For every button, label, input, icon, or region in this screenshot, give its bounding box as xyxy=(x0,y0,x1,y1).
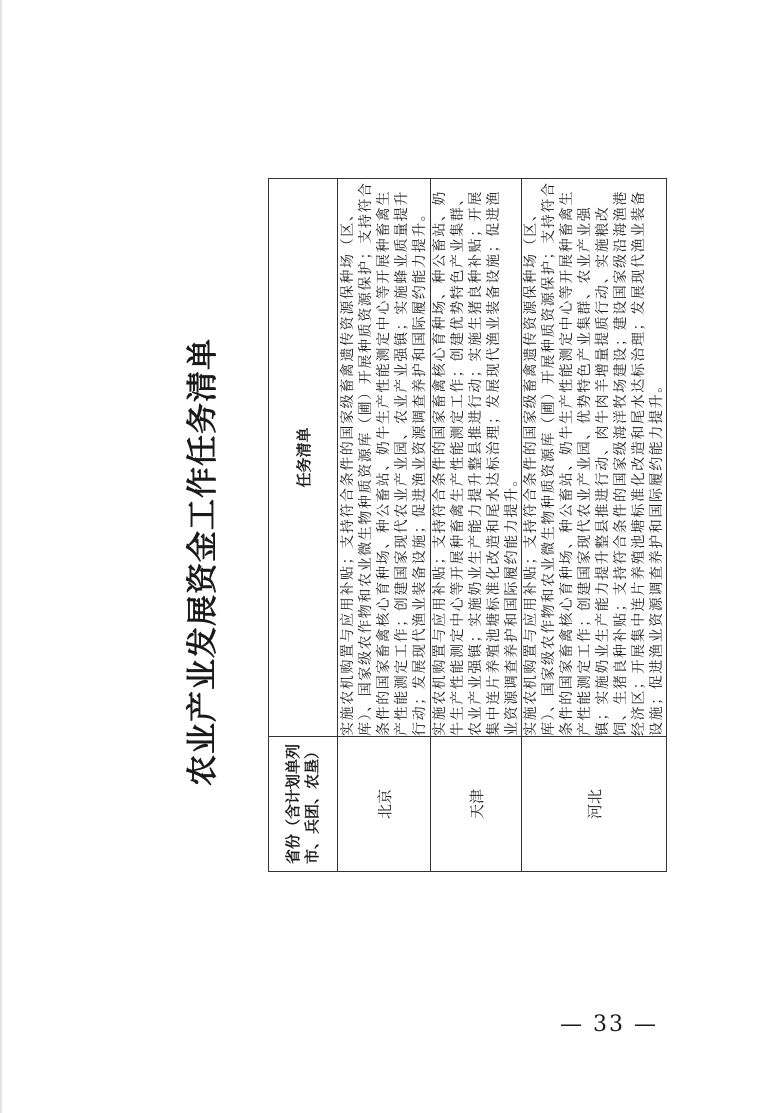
task-cell: 实施农机购置与应用补贴；支持符合条件的国家级畜禽遗传资源保种场（区、库）、国家级农作物和农业微生物种质资源库（圃）开展种质资源保护；支持符合条件的国家畜禽核心育种场、种公畜站、奶牛生产性能测定中心等开展种畜禽生产性能测定工作；创建国家现代农业产业园、农业产业强镇；实施蜂业质量提升行动；发展现代渔业装备设施；促进渔业资源调查养护和国际履约能力提升。 xyxy=(338,179,431,737)
table-header-row xyxy=(269,179,338,872)
header-tasks: 任务清单 xyxy=(269,179,338,737)
table-row xyxy=(338,179,431,872)
province-cell: 河北 xyxy=(522,737,667,872)
province-cell: 北京 xyxy=(338,737,431,872)
table-row xyxy=(431,179,522,872)
document-title: 农业产业发展资金工作任务清单 xyxy=(185,338,221,786)
province-cell: 天津 xyxy=(431,737,522,872)
page-number: — 33 — xyxy=(560,1012,658,1037)
task-cell: 实施农机购置与应用补贴；支持符合条件的国家畜禽核心育种场、种公畜站、奶牛生产性能测定中心等开展种畜禽生产性能测定工作；创建优势特色产业集群、农业产业强镇；实施奶业生产能力提升整县推进行动；实施生猪良种补贴；开展集中连片养殖池塘标准化改造和尾水达标治理；发展现代渔业装备设施；促进渔业资源调查养护和国际履约能力提升。 xyxy=(431,179,522,737)
task-cell: 实施农机购置与应用补贴；支持符合条件的国家级畜禽遗传资源保种场（区、库）、国家级农作物和农业微生物种质资源库（圃）开展种质资源保护；支持符合条件的国家畜禽核心育种场、种公畜站、奶牛生产性能测定中心等开展种畜禽生产性能测定工作；创建国家现代农业产业园、优势特色产业集群、农业产业强镇；实施奶业生产能力提升整县推进行动、肉牛肉羊增量提质行动、实施粮改饲、生猪良种补贴；支持符合条件的国家级海洋牧场建设；建设国家级沿海渔港经济区；开展集中连片养殖池塘标准化改造和尾水达标治理；发展现代渔业装备设施；促进渔业资源调查养护和国际履约能力提升。 xyxy=(522,179,667,737)
rotated-page-content xyxy=(182,132,722,992)
task-list-table xyxy=(268,178,667,872)
scan-edge-shadow xyxy=(0,0,3,1113)
header-province: 省份（含计划单列市、兵团、农垦） xyxy=(269,737,338,872)
table-row xyxy=(522,179,667,872)
